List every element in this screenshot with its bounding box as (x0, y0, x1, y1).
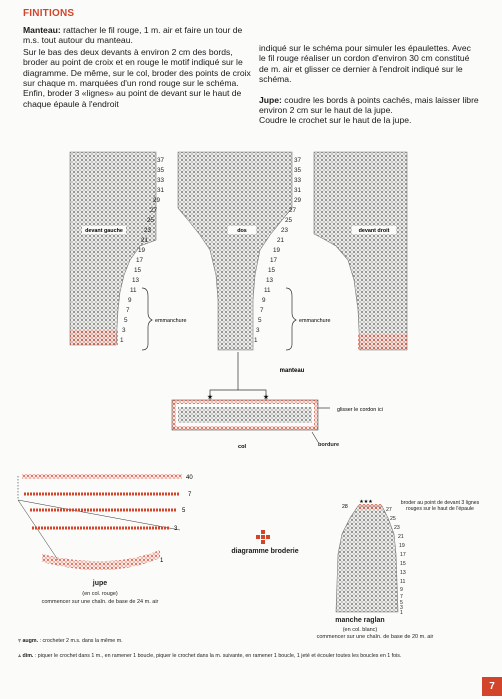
svg-text:35: 35 (157, 167, 165, 174)
jupe-row-7: 7 (188, 492, 192, 498)
svg-text:3: 3 (122, 327, 126, 334)
svg-text:19: 19 (399, 543, 405, 549)
svg-text:27: 27 (150, 207, 158, 214)
svg-text:1: 1 (120, 337, 124, 344)
raglan-diagram (330, 494, 410, 619)
augm-symbol-icon: ⫧ (18, 638, 21, 644)
raglan-note: broder au point de devant 3 lignes rouges sur le haut de l'épaule (400, 500, 480, 513)
svg-text:33: 33 (157, 177, 165, 184)
manteau-text: rattacher le fil rouge, 1 m. air et faire un tour de m.s. tout autour du manteau. (23, 25, 243, 46)
legend-dim (18, 653, 448, 661)
svg-text:27: 27 (289, 207, 297, 214)
jupe-base: commencer sur une chaîn. de base de 24 m. air (41, 599, 159, 605)
svg-text:11: 11 (130, 287, 137, 294)
jupe-paragraph (259, 95, 479, 116)
col-red-edge-top (172, 400, 318, 404)
svg-text:33: 33 (294, 177, 302, 184)
glisser-label: glisser le cordon ici (337, 407, 383, 413)
svg-text:1: 1 (400, 610, 403, 616)
jupe-row-40: 40 (186, 475, 193, 481)
star-marker-icon: ★ (262, 394, 270, 401)
svg-text:19: 19 (273, 247, 281, 254)
star-marker-icon: ★★★ (359, 499, 373, 505)
page-number: 7 (482, 677, 502, 696)
svg-text:3: 3 (256, 327, 260, 334)
svg-text:17: 17 (270, 257, 278, 264)
svg-text:17: 17 (400, 552, 406, 558)
svg-text:21: 21 (277, 237, 285, 244)
jupe-bottom-curve (42, 550, 160, 570)
svg-text:37: 37 (157, 157, 165, 164)
dim-text: : piquer le crochet dans 1 m., en ramener 1 boucle, piquer le crochet dans la m. suivante, en ramener 1 boucle, 1 jeté et écouler toutes les boucles en 1 fois. (33, 653, 402, 659)
broderie-title: diagramme broderie (231, 548, 299, 555)
svg-text:13: 13 (132, 277, 140, 284)
manteau-caption: manteau (279, 368, 305, 374)
jupe-paragraph-2: Coudre le crochet sur le haut de la jupe. (259, 115, 412, 126)
jupe-row-1: 1 (160, 558, 164, 564)
raglan-title: manche raglan (335, 617, 385, 624)
left-text-column (23, 25, 251, 115)
raglan-subtitle: (en col. blanc) (342, 627, 378, 633)
bordure-pointer (312, 432, 318, 442)
svg-text:37: 37 (294, 157, 302, 164)
svg-text:9: 9 (400, 587, 403, 593)
jupe-title: jupe (92, 580, 108, 587)
svg-text:27: 27 (386, 507, 392, 513)
jupe-row-3: 3 (174, 526, 178, 532)
col-stitches (178, 407, 312, 423)
svg-text:9: 9 (262, 297, 266, 304)
svg-text:5: 5 (258, 317, 262, 324)
legend-augm (18, 638, 318, 645)
jupe-top-row (22, 474, 182, 479)
right-text-column (259, 43, 479, 132)
svg-text:13: 13 (400, 570, 406, 576)
jupe-label: Jupe: (259, 94, 282, 105)
svg-text:21: 21 (398, 534, 404, 540)
svg-text:15: 15 (400, 561, 406, 567)
col-red-edge-left (172, 400, 176, 430)
raglan-base: commencer sur une chaîn. de base de 20 m. air (316, 634, 434, 640)
devant-gauche-label: devant gauche (85, 228, 123, 234)
svg-text:15: 15 (134, 267, 142, 274)
svg-text:7: 7 (400, 594, 403, 600)
broderie-paragraph: Sur le bas des deux devants à environ 2 cm des bords, broder au point de croix et en rouge le motif indiqué sur le diagramme. De même, sur le col, broder des points de croix sur chaque m. marquées d'un rond rouge sur le schéma. Enfin, broder 3 «lignes» au point de devant sur le haut de chaque épaule à l'endroit (23, 46, 251, 109)
dos-label: dos (237, 228, 247, 234)
col-red-edge-right (314, 400, 318, 430)
jupe-diagram (10, 470, 210, 590)
svg-text:7: 7 (260, 307, 264, 314)
dim-symbol-icon: ⫨ (18, 653, 21, 659)
svg-text:31: 31 (157, 187, 165, 194)
jupe-guide-line (18, 500, 180, 530)
svg-text:21: 21 (141, 237, 149, 244)
svg-text:9: 9 (128, 297, 132, 304)
star-marker-icon: ★ (206, 394, 214, 401)
svg-text:29: 29 (153, 197, 161, 204)
connector-lines (210, 352, 266, 400)
svg-text:23: 23 (394, 525, 400, 531)
raglan-body (336, 506, 398, 612)
col-label: col (237, 444, 247, 450)
emmanchure-brace-left (142, 288, 152, 350)
jupe-subtitle: (en col. rouge) (82, 591, 118, 597)
svg-text:3: 3 (400, 605, 403, 611)
svg-text:25: 25 (285, 217, 293, 224)
svg-text:11: 11 (400, 579, 406, 585)
cordon-paragraph: indiqué sur le schéma pour simuler les épaulettes. Avec le fil rouge réaliser un cordon d'environ 30 cm constitué de m. air et glisser ce dernier à l'endroit indiqué sur le schéma. (259, 43, 471, 85)
emmanchure-label-center: emmanchure (299, 318, 331, 324)
svg-text:25: 25 (147, 217, 155, 224)
col-red-edge-bottom (172, 426, 318, 430)
svg-text:5: 5 (124, 317, 128, 324)
emmanchure-brace-center (286, 288, 296, 350)
emmanchure-label-left: emmanchure (155, 318, 187, 324)
svg-text:5: 5 (400, 600, 403, 606)
svg-text:15: 15 (268, 267, 276, 274)
svg-text:1: 1 (254, 337, 258, 344)
dim-label: dim. (22, 653, 34, 659)
svg-text:13: 13 (266, 277, 274, 284)
augm-text: : crocheter 2 m.s. dans la même m. (38, 638, 123, 644)
svg-text:7: 7 (126, 307, 130, 314)
svg-text:11: 11 (264, 287, 271, 294)
svg-text:25: 25 (390, 516, 396, 522)
jupe-text: coudre les bords à points cachés, mais laisser libre environ 2 cm sur le haut de la jupe. (259, 94, 479, 116)
svg-text:19: 19 (138, 247, 146, 254)
svg-text:17: 17 (136, 257, 144, 264)
bordure-label: bordure (318, 442, 340, 448)
raglan-row-28: 28 (342, 504, 348, 510)
manteau-label: Manteau: (23, 25, 61, 35)
devant-droit-label: devant droit (358, 228, 390, 234)
augm-label: augm. (22, 638, 39, 644)
svg-text:29: 29 (294, 197, 302, 204)
manteau-paragraph (23, 25, 251, 46)
svg-text:23: 23 (281, 227, 289, 234)
jupe-row-5: 5 (182, 508, 186, 514)
svg-text:35: 35 (294, 167, 302, 174)
svg-text:31: 31 (294, 187, 302, 194)
manteau-diagram (60, 150, 430, 450)
broderie-motif-icon (256, 530, 270, 544)
svg-text:23: 23 (144, 227, 152, 234)
section-title: FINITIONS (23, 8, 75, 19)
